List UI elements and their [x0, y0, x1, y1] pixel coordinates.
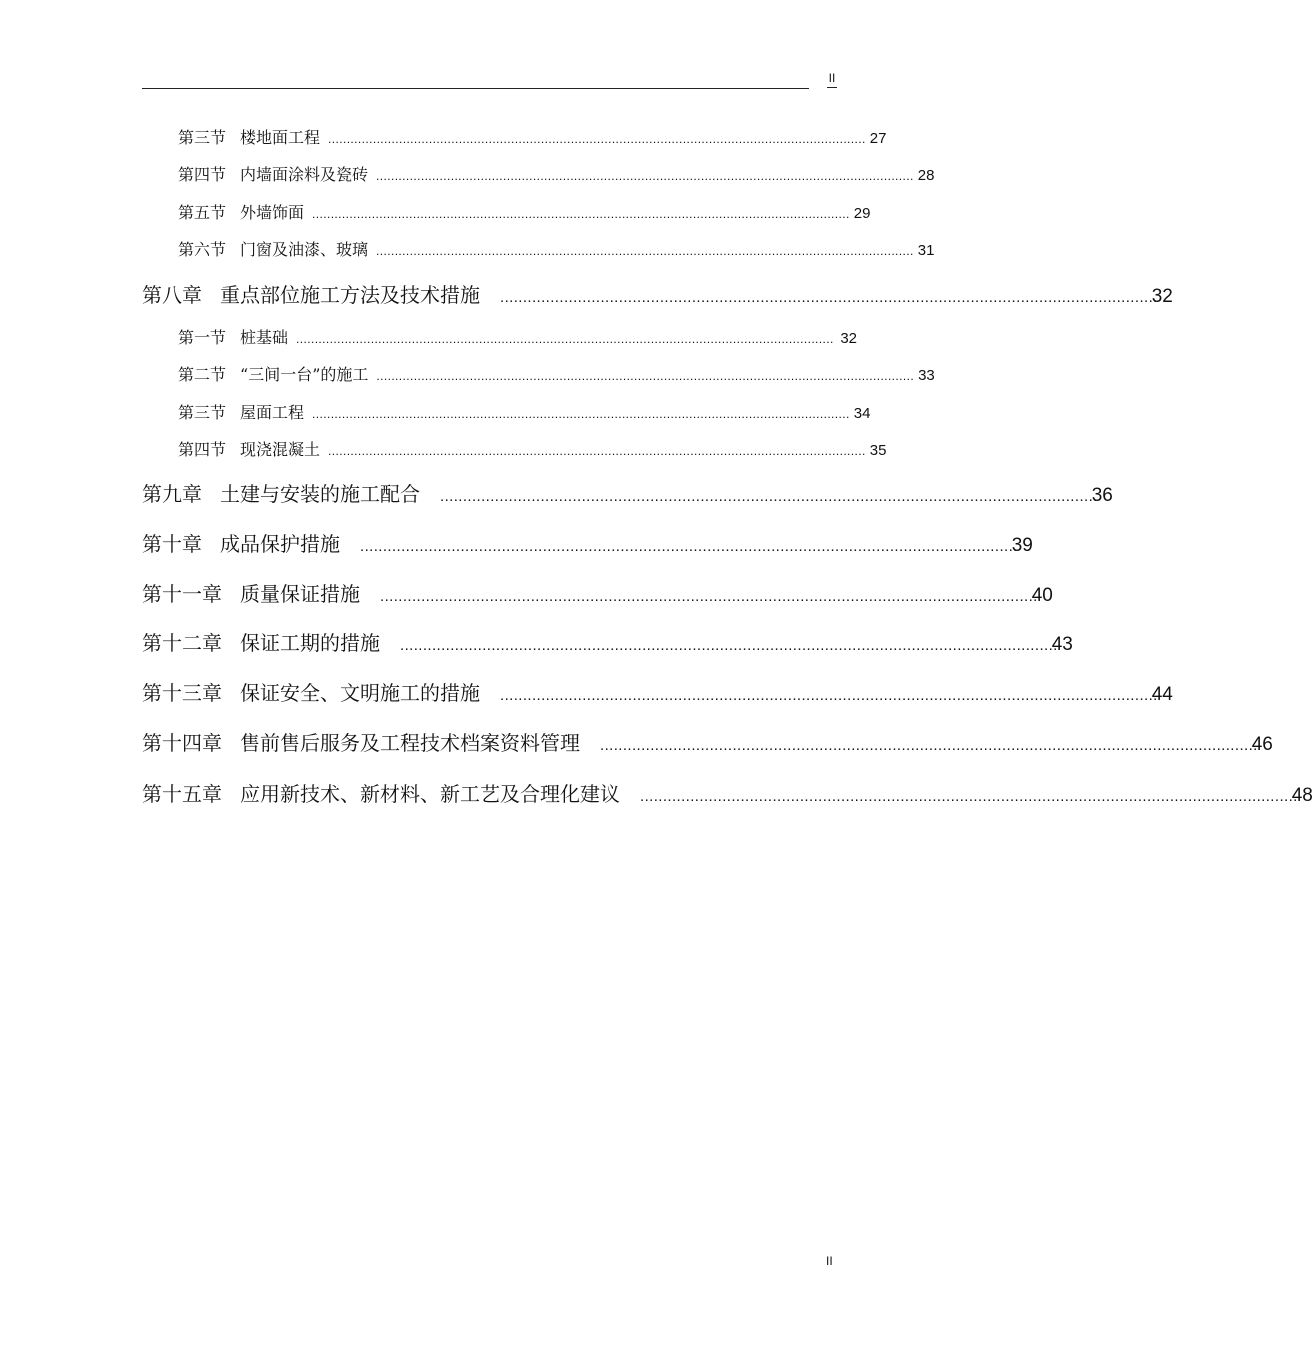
leader-dots: ................................................................................................................................................	[380, 588, 1038, 605]
leader-dots: ................................................................................................................................................	[500, 687, 1158, 704]
leader-dots: ................................................................................................................................................	[376, 169, 914, 183]
leader-dots: ................................................................................................................................................	[440, 488, 1098, 505]
toc-page-number: 40	[1031, 585, 1053, 606]
toc-page-number: 36	[1091, 485, 1113, 506]
leader-dots: ................................................................................................................................................	[296, 332, 834, 346]
leader-dots: ................................................................................................................................................	[312, 207, 850, 221]
leader-dots: ................................................................................................................................................	[360, 538, 1018, 555]
toc-page-number: 46	[1251, 734, 1273, 755]
leader-dots: ................................................................................................................................................	[376, 369, 915, 383]
toc-chapter-entry[interactable]	[142, 478, 1113, 506]
toc-chapter-entry[interactable]	[142, 578, 1053, 606]
toc-section-entry[interactable]	[178, 237, 935, 259]
toc-entry-label: 第十章 成品保护措施	[142, 532, 340, 556]
toc-page-number: 48	[1291, 785, 1313, 806]
toc-chapter-entry[interactable]	[142, 727, 1273, 755]
toc-page-number: 35	[869, 442, 887, 459]
header-page-number: II	[827, 71, 837, 88]
toc-chapter-entry[interactable]	[142, 627, 1073, 655]
toc-page-number: 34	[853, 405, 871, 422]
toc-entry-label: 第六节 门窗及油漆、玻璃	[178, 240, 369, 259]
toc-entry-label: 第三节 楼地面工程	[178, 128, 321, 147]
toc-entry-label: 第九章 土建与安装的施工配合	[142, 482, 420, 506]
toc-entry-label: 第一节 桩基础	[178, 328, 289, 347]
toc-page-number: 39	[1011, 535, 1033, 556]
toc-section-entry[interactable]	[178, 325, 857, 347]
leader-dots: ................................................................................................................................................	[400, 637, 1058, 654]
toc-entry-label: 第十五章 应用新技术、新材料、新工艺及合理化建议	[142, 782, 620, 806]
toc-section-entry[interactable]	[178, 125, 887, 147]
toc-chapter-entry[interactable]	[142, 279, 1173, 307]
toc-chapter-entry[interactable]	[142, 677, 1173, 705]
toc-section-entry[interactable]	[178, 200, 871, 222]
toc-entry-label: 第三节 屋面工程	[178, 403, 305, 422]
toc-page-number: 32	[840, 330, 857, 347]
toc-entry-label: 第十一章 质量保证措施	[142, 582, 360, 606]
toc-page-number: 43	[1051, 634, 1073, 655]
toc-entry-label: 第四节 现浇混凝土	[178, 440, 321, 459]
toc-entry-label: 第十四章 售前售后服务及工程技术档案资料管理	[142, 731, 580, 755]
header-rule	[142, 88, 809, 89]
toc-page-number: 44	[1151, 684, 1173, 705]
toc-section-entry[interactable]	[178, 162, 935, 184]
leader-dots: ................................................................................................................................................	[600, 737, 1258, 754]
toc-page-number: 27	[869, 130, 887, 147]
leader-dots: ................................................................................................................................................	[312, 407, 850, 421]
toc-entry-label: 第八章 重点部位施工方法及技术措施	[142, 283, 480, 307]
leader-dots: ................................................................................................................................................	[376, 244, 914, 258]
toc-section-entry[interactable]	[178, 437, 887, 459]
footer-page-number: II	[826, 1254, 833, 1268]
toc-page-number: 29	[853, 205, 871, 222]
toc-entry-label: 第十三章 保证安全、文明施工的措施	[142, 681, 480, 705]
toc-page-number: 31	[917, 242, 935, 259]
leader-dots: ................................................................................................................................................	[640, 788, 1298, 805]
toc-entry-label: 第五节 外墙饰面	[178, 203, 305, 222]
toc-page-number: 33	[918, 367, 935, 384]
toc-section-entry[interactable]	[178, 400, 871, 422]
leader-dots: ................................................................................................................................................	[500, 289, 1158, 306]
leader-dots: ................................................................................................................................................	[328, 132, 866, 146]
toc-entry-label: 第四节 内墙面涂料及瓷砖	[178, 165, 369, 184]
toc-page-number: 28	[917, 167, 935, 184]
toc-page-number: 32	[1151, 286, 1173, 307]
toc-section-entry[interactable]	[178, 362, 935, 384]
toc-entry-label: 第二节 “三间一台”的施工	[178, 365, 369, 384]
leader-dots: ................................................................................................................................................	[328, 444, 866, 458]
toc-chapter-entry[interactable]	[142, 778, 1313, 806]
toc-chapter-entry[interactable]	[142, 528, 1033, 556]
toc-entry-label: 第十二章 保证工期的措施	[142, 631, 380, 655]
